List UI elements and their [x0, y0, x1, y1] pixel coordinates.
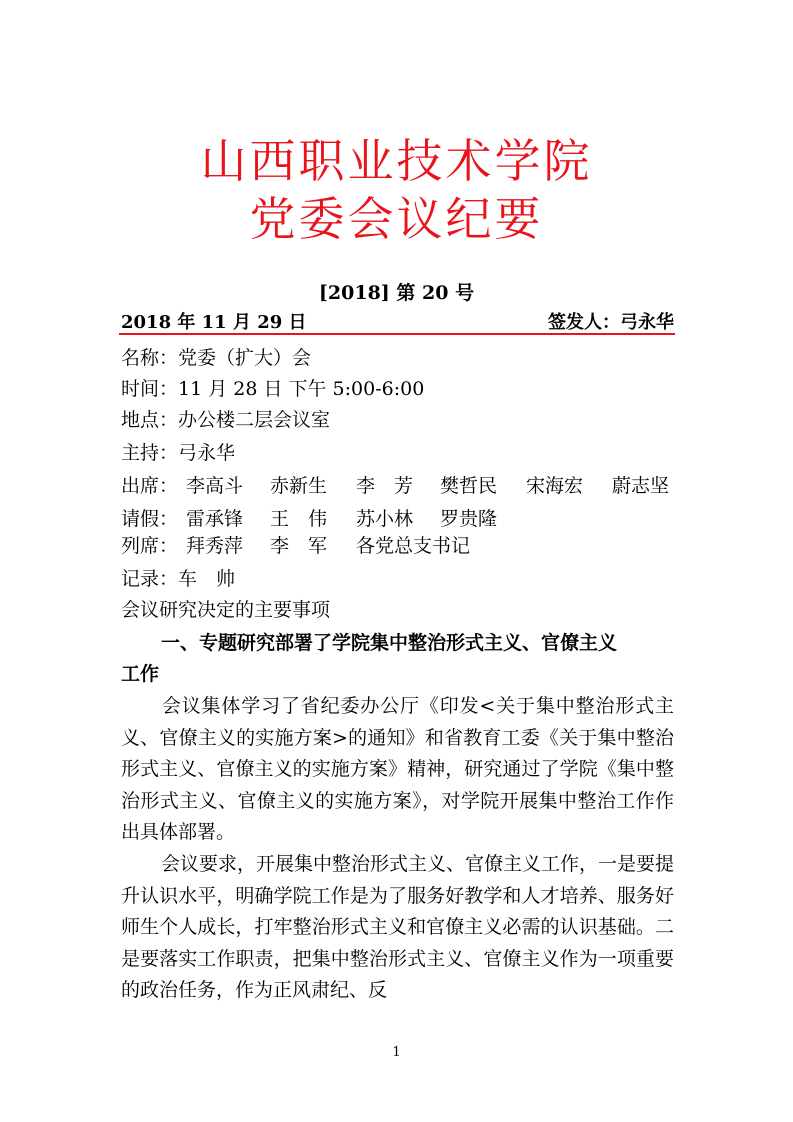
issuer: 签发人：弓永华: [548, 312, 674, 333]
leave-person: 王 伟: [270, 508, 328, 530]
item1-heading-line1: 一、专题研究部署了学院集中整治形式主义、官僚主义: [161, 632, 618, 654]
present-person: 赤新生: [270, 475, 328, 497]
present-label: 出席：: [121, 475, 179, 497]
document-number: [2018] 第 20 号: [318, 282, 475, 304]
document-title-type: 党委会议纪要: [249, 192, 544, 246]
present-person: 樊哲民: [440, 475, 498, 497]
page-number: 1: [392, 1045, 401, 1060]
leave-person: 雷承锋: [186, 508, 244, 530]
attend-label: 列席：: [121, 535, 179, 557]
attend-person: 各党总支书记: [356, 535, 471, 557]
meeting-place: 地点：办公楼二层会议室: [121, 409, 331, 431]
meeting-name: 名称：党委（扩大）会: [121, 347, 312, 369]
meeting-time: 时间：11 月 28 日 下午 5:00-6:00: [121, 378, 425, 400]
present-person: 李 芳: [356, 475, 414, 497]
section-heading: 会议研究决定的主要事项: [121, 599, 331, 621]
present-person: 宋海宏: [526, 475, 584, 497]
present-person: 蔚志坚: [612, 475, 670, 497]
present-person: 李高斗: [186, 475, 244, 497]
leave-person: 罗贵隆: [440, 508, 498, 530]
paragraph-1-text: 会议集体学习了省纪委办公厅《印发<关于集中整治形式主义、官僚主义的实施方案>的通知》和省教育工委《关于集中整治形式主义、官僚主义的实施方案》精神，研究通过了学院《集中整治形式主义、官僚主义的实施方案》，对学院开展集中整治工作作出具体部署。: [121, 695, 674, 843]
meeting-recorder: 记录：车 帅: [121, 568, 236, 590]
attend-person: 拜秀萍: [186, 535, 244, 557]
attend-person: 李 军: [270, 535, 328, 557]
leave-person: 苏小林: [356, 508, 414, 530]
date-issuer-line: [121, 308, 674, 332]
document-title-institution: 山西职业技术学院: [200, 134, 593, 188]
issue-date: 2018 年 11 月 29 日: [121, 312, 307, 333]
item1-heading-line2: 工作: [121, 663, 160, 685]
paragraph-2-text: 会议要求，开展集中整治形式主义、官僚主义工作，一是要提升认识水平，明确学院工作是为了服务好教学和人才培养、服务好师生个人成长，打牢整治形式主义和官僚主义必需的认识基础。二是要落实工作职责，把集中整治形式主义、官僚主义作为一项重要的政治任务，作为正风肃纪、反: [121, 853, 675, 1001]
body-paragraph-1: [121, 691, 674, 849]
header-red-rule: [119, 333, 675, 335]
meeting-host: 主持：弓永华: [121, 442, 236, 464]
item1-heading: [121, 628, 674, 690]
leave-label: 请假：: [121, 508, 179, 530]
body-paragraph-2: [121, 849, 674, 1007]
